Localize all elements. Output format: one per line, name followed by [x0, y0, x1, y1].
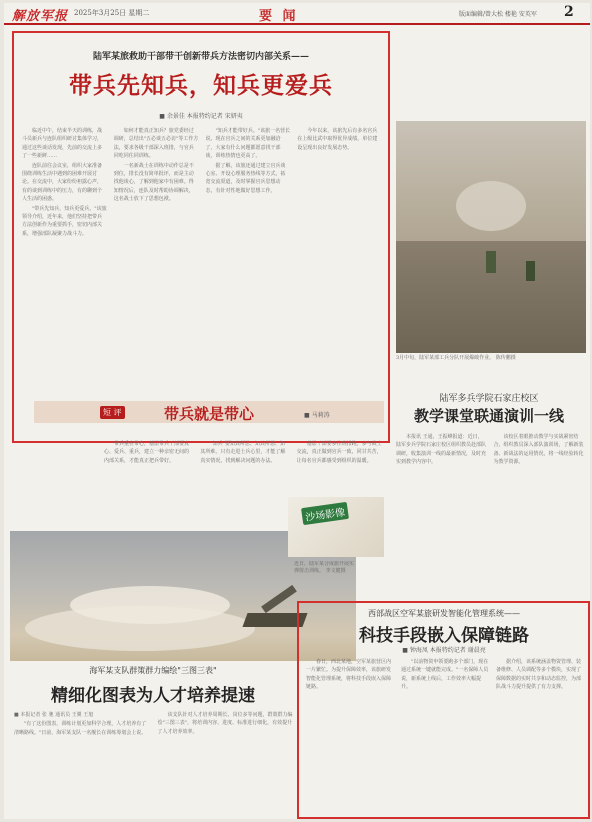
- top-article-body: [22, 127, 382, 389]
- text-column: [14, 711, 151, 815]
- text-column: [496, 658, 584, 814]
- text-column: [494, 433, 585, 583]
- paragraph: 据介绍，该系统涵盖物资管理、装备维修、人员调配等多个模块，实现了保障数据的实时共享和动态监控，为部队战斗力提升提供了有力支撑。: [496, 659, 582, 691]
- text-column: [200, 440, 289, 530]
- text-column: [401, 658, 489, 814]
- text-column: [22, 127, 107, 389]
- short-review-headline: 带兵就是带心: [164, 405, 255, 423]
- paragraph: 今年以来，该旅先后有多名官兵在上级比武中取得优异成绩，单位建设呈现出良好发展态势。: [297, 128, 378, 151]
- navy-article-headline: 精细化图表为人才培养提速: [51, 686, 255, 706]
- short-review-byline: ■ 马莉涛: [304, 412, 330, 419]
- top-article-byline: ■ 余景佳 本报特约记者 宋妍夷: [159, 113, 243, 120]
- paragraph: "以前物资申领要跑多个部门，现在通过系统一键就能完成。"一名保障人员说，新系统上线后，工作效率大幅提升。: [401, 659, 489, 691]
- featured-article-kicker: 西部战区空军某旅研发智能化管理系统——: [368, 609, 520, 618]
- paragraph: 该校区着眼推动教学与实战紧密结合，组织教员深入部队演训场，了解新装备、新战法的运用情况，将一线经验转化为教学资源。: [493, 434, 584, 466]
- page-header: [4, 3, 590, 25]
- navy-article-kicker: 海军某支队群策群力编绘"三图三表": [89, 666, 217, 675]
- page-number: 2: [564, 4, 574, 20]
- paragraph: 基层干部要多往班排跑，多与战士交流，真正做到官兵一致、同甘共苦，让每名官兵都感受到组织的温暖。: [296, 441, 382, 464]
- academy-article-body: [396, 433, 584, 583]
- featured-article-headline: 科技手段嵌入保障链路: [359, 626, 529, 646]
- paragraph: "带兵先知兵，知兵更爱兵。"该旅领导介绍，近年来，他们坚持把带兵方法创新作为重要抓手，密切内部关系，增强部队凝聚力战斗力。: [22, 205, 107, 237]
- editor-credits: 版面编辑/曾大松 楼艳 安英军: [459, 11, 537, 18]
- battlefield-image-badge: 沙场影像: [301, 502, 349, 525]
- paragraph: 连队前往会议室，组织大家准备围绕训练生活中遇到的困难开展讨论。在交流中，大家纷纷袒露心声，有的谈到训练中的压力，有的聊到个人生活的困惑。: [22, 162, 103, 203]
- byline: ■ 本报记者 张 驰 通讯员 王翼 王旭: [14, 712, 94, 718]
- paragraph: 一名新战士在训练中动作总是不到位，排长没有简单批评，而是主动找他谈心，了解到他家中有困难。得知情况后，连队及时帮助协调解决，这名战士放下了思想包袱。: [113, 162, 194, 203]
- issue-date: 2025年3月25日 星期二: [74, 9, 150, 17]
- paragraph: 带兵重在带心，基层带兵干部要真心、爱兵、重兵，建立一种亲密无间的内部关系，才能真正把兵带好。: [104, 441, 190, 464]
- paragraph: "知兵"要知其所思、知其所想、知其所难。只有走进士兵心里，才能了解真实情况，找到解决问题的办法。: [200, 441, 286, 464]
- navy-article-body: [14, 711, 294, 815]
- paragraph: 据了解，该旅还通过建立官兵谈心室、开设心理服务热线等方式，拓宽交流渠道，及时掌握官兵思想动态，有针对性地做好思想工作。: [205, 162, 286, 194]
- paragraph: 如何才能真正知兵？旅党委经过调研，总结出"五必谈五必访"等工作方法，要求各级干部深入班排，与官兵同吃同住同训练。: [113, 128, 199, 160]
- top-article-headline: 带兵先知兵，知兵更爱兵: [69, 73, 333, 99]
- newspaper-page: [4, 3, 590, 819]
- engineer-photo-caption: 3月中旬，陆军某部工兵分队开展爆破作业。 陈传鹏摄: [396, 355, 516, 361]
- engineer-photo: [396, 121, 586, 353]
- paragraph: 本报讯 王通、王振峰报道：近日，陆军步兵学院石家庄校区组织教员赴部队调研，收集演训一线的最新情况，及时充实到教学内容中。: [396, 434, 487, 466]
- paragraph: 临近中午，结束半天的训练，战斗员新兵与连队组织研讨集体学习，通过这些谈话发现，先前的交流上多了一些新鲜……: [22, 128, 103, 160]
- text-column: [297, 127, 382, 389]
- text-column: [306, 658, 394, 814]
- text-column: [158, 711, 295, 815]
- paragraph: 春日，西北某地，空军某旅营区内一片繁忙。为提升保障效率，该旅研发智能化管理系统，将科技手段嵌入保障链路。: [306, 659, 392, 691]
- academy-article-kicker: 陆军多兵学院石家庄校区: [439, 394, 539, 404]
- academy-article-headline: 教学课堂联通演训一线: [413, 407, 564, 425]
- newspaper-logo: 解放军报: [12, 9, 69, 24]
- featured-article-byline: ■ 钟海凤 本报特约记者 谢晨亮: [402, 647, 486, 654]
- paragraph: 该支队针对人才培养周期长、岗位多等问题，群策群力编绘"三图三表"，将培训内容、进度、标准进行细化，有效提升了人才培养效率。: [157, 712, 293, 735]
- section-title: 要 闻: [259, 9, 299, 24]
- rocket-photo-caption: 近日，陆军某合成旅开展实弹射击训练。 李文健摄: [294, 561, 355, 574]
- top-article-kicker: 陆军某旅救助干部带干创新带兵方法密切内部关系——: [92, 52, 309, 62]
- text-column: [206, 127, 291, 389]
- text-column: [396, 433, 487, 583]
- short-review-tag: 短 评: [100, 406, 125, 419]
- paragraph: "有了这份图表，训练计划更加科学合理，人才培养有了清晰路线。"日前，海军某支队一名舰长在训练筹划会上说。: [14, 721, 147, 736]
- text-column: [104, 440, 193, 530]
- photo-badge-area: [288, 497, 384, 557]
- text-column: [114, 127, 199, 389]
- paragraph: "知兵才能带好兵。"该旅一名营长说，现在官兵之间的关系更加融洽了，大家有什么问题都愿意找干部谈，训练热情也更高了。: [205, 128, 291, 160]
- featured-article-body: [306, 658, 584, 814]
